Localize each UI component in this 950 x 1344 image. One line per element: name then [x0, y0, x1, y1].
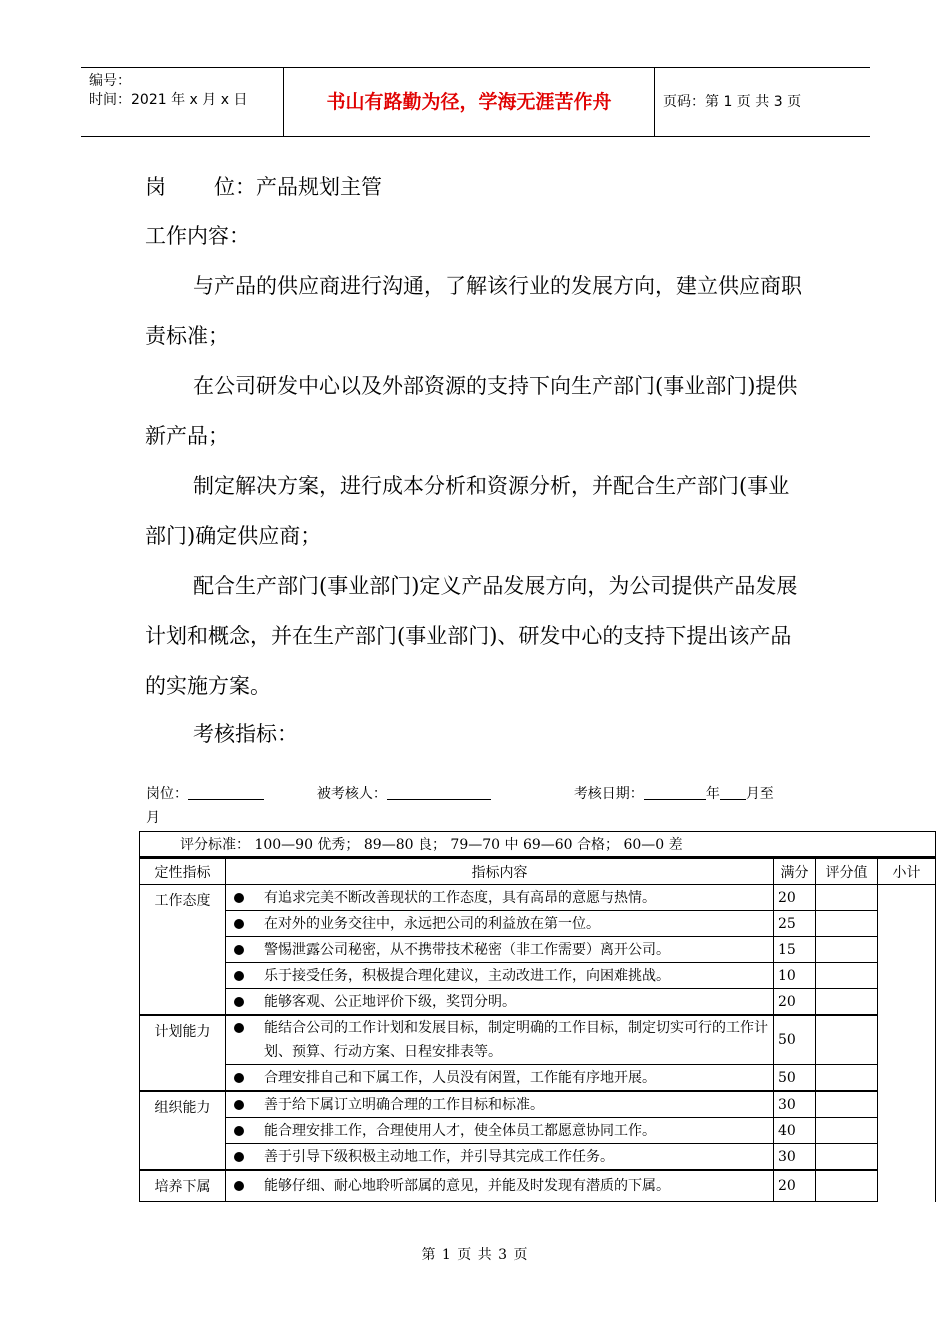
indicator-cell: 在对外的业务交往中，永远把公司的利益放在第一位。	[226, 911, 774, 937]
table-row	[140, 963, 936, 989]
header-score: 评分值	[816, 858, 878, 885]
table-row	[140, 1144, 936, 1171]
bullet-icon	[234, 1152, 244, 1162]
subtotal-cell[interactable]	[878, 885, 936, 1016]
indicator-cell: 善于引导下级积极主动地工作，并引导其完成工作任务。	[226, 1144, 774, 1171]
table-row	[140, 989, 936, 1016]
bullet-icon	[234, 893, 244, 903]
category-developing-subordinates: 培养下属	[140, 1170, 226, 1202]
indicator-cell: 合理安排自己和下属工作，人员没有闲置，工作能有序地开展。	[226, 1065, 774, 1092]
bullet-icon	[234, 1100, 244, 1110]
score-input-cell[interactable]	[816, 885, 878, 911]
form-month-label: 月	[146, 810, 160, 826]
score-input-cell[interactable]	[816, 1170, 878, 1202]
doc-time-label: 时间：2021 年 x 月 x 日	[89, 92, 248, 108]
score-input-cell[interactable]	[816, 963, 878, 989]
form-post-blank[interactable]	[188, 783, 264, 800]
score-input-cell[interactable]	[816, 1091, 878, 1118]
indicator-cell: 有追求完美不断改善现状的工作态度，具有高昂的意愿与热情。	[226, 885, 774, 911]
form-date-label: 考核日期：	[573, 786, 644, 802]
header-meta	[81, 68, 284, 136]
form-month-blank[interactable]	[720, 783, 746, 800]
form-assessee-label: 被考核人：	[316, 786, 387, 802]
bullet-icon	[234, 945, 244, 955]
bullet-icon	[234, 919, 244, 929]
work-content-title: 工作内容：	[145, 224, 250, 248]
full-score: 30	[774, 1091, 816, 1118]
paragraph: 与产品的供应商进行沟通，了解该行业的发展方向，建立供应商职责标准；	[145, 274, 802, 348]
full-score: 40	[774, 1118, 816, 1144]
full-score: 20	[774, 1170, 816, 1202]
table-row	[140, 911, 936, 937]
post-label-b: 位：产品规划主管	[214, 175, 382, 199]
paragraph: 配合生产部门(事业部门)定义产品发展方向，为公司提供产品发展计划和概念，并在生产部门(事业部门)、研发中心的支持下提出该产品的实施方案。	[145, 574, 798, 698]
form-assessee-blank[interactable]	[387, 783, 491, 800]
bullet-icon	[234, 971, 244, 981]
full-score: 25	[774, 911, 816, 937]
bullet-icon	[234, 1073, 244, 1083]
form-year-blank[interactable]	[644, 783, 706, 800]
header-subtotal: 小计	[878, 858, 936, 885]
bullet-icon	[234, 1126, 244, 1136]
indicator-cell: 能结合公司的工作计划和发展目标，制定明确的工作目标，制定切实可行的工作计划、预算、行动方案、日程安排表等。	[226, 1015, 774, 1065]
post-line	[145, 162, 810, 212]
header-category: 定性指标	[140, 858, 226, 885]
assessment-table	[139, 831, 936, 1202]
full-score: 10	[774, 963, 816, 989]
indicator-cell: 能够客观、公正地评价下级，奖罚分明。	[226, 989, 774, 1016]
indicator-cell: 警惕泄露公司秘密，从不携带技术秘密（非工作需要）离开公司。	[226, 937, 774, 963]
subtotal-cell[interactable]	[878, 1015, 936, 1202]
category-organizing: 组织能力	[140, 1091, 226, 1170]
full-score: 15	[774, 937, 816, 963]
score-input-cell[interactable]	[816, 1065, 878, 1092]
table-row	[140, 1065, 936, 1092]
header-full-score: 满分	[774, 858, 816, 885]
scoring-standard-row	[140, 832, 936, 858]
score-input-cell[interactable]	[816, 911, 878, 937]
full-score: 50	[774, 1015, 816, 1065]
assess-title: 考核指标：	[193, 722, 298, 746]
full-score: 20	[774, 989, 816, 1016]
score-input-cell[interactable]	[816, 1015, 878, 1065]
bullet-icon	[234, 1181, 244, 1191]
table-row	[140, 1170, 936, 1202]
table-row	[140, 1015, 936, 1065]
table-header-row	[140, 858, 936, 885]
bullet-icon	[234, 1023, 244, 1033]
full-score: 50	[774, 1065, 816, 1092]
indicator-cell: 能合理安排工作，合理使用人才，使全体员工都愿意协同工作。	[226, 1118, 774, 1144]
scoring-standard: 评分标准： 100—90 优秀； 89—80 良； 79—70 中 69—60 合格； 60—0 差	[140, 832, 936, 858]
form-year-label: 年	[705, 786, 720, 802]
full-score: 30	[774, 1144, 816, 1171]
form-month-to-label: 月至	[745, 786, 774, 802]
document-header	[81, 67, 870, 137]
category-work-attitude: 工作态度	[140, 885, 226, 1016]
paragraph: 制定解决方案，进行成本分析和资源分析，并配合生产部门(事业部门)确定供应商；	[145, 474, 790, 548]
indicator-cell: 乐于接受任务，积极提合理化建议，主动改进工作，向困难挑战。	[226, 963, 774, 989]
score-input-cell[interactable]	[816, 989, 878, 1016]
score-input-cell[interactable]	[816, 1144, 878, 1171]
table-row	[140, 1091, 936, 1118]
paragraph: 在公司研发中心以及外部资源的支持下向生产部门(事业部门)提供新产品；	[145, 374, 798, 448]
indicator-cell: 能够仔细、耐心地聆听部属的意见，并能及时发现有潜质的下属。	[226, 1170, 774, 1202]
table-row	[140, 937, 936, 963]
page-footer: 第 1 页 共 3 页	[421, 1247, 529, 1263]
form-post-label: 岗位：	[146, 786, 188, 802]
table-row	[140, 1118, 936, 1144]
header-content: 指标内容	[226, 858, 774, 885]
bullet-icon	[234, 997, 244, 1007]
header-motto: 书山有路勤为径，学海无涯苦作舟	[284, 68, 655, 136]
full-score: 20	[774, 885, 816, 911]
header-page-info: 页码：第 1 页 共 3 页	[663, 94, 802, 110]
category-planning: 计划能力	[140, 1015, 226, 1091]
indicator-cell: 善于给下属订立明确合理的工作目标和标准。	[226, 1091, 774, 1118]
post-label-a: 岗	[145, 175, 166, 199]
doc-number-label: 编号：	[89, 73, 131, 89]
score-input-cell[interactable]	[816, 937, 878, 963]
score-input-cell[interactable]	[816, 1118, 878, 1144]
form-meta	[146, 782, 811, 830]
work-content-body	[145, 261, 810, 711]
table-row	[140, 885, 936, 911]
